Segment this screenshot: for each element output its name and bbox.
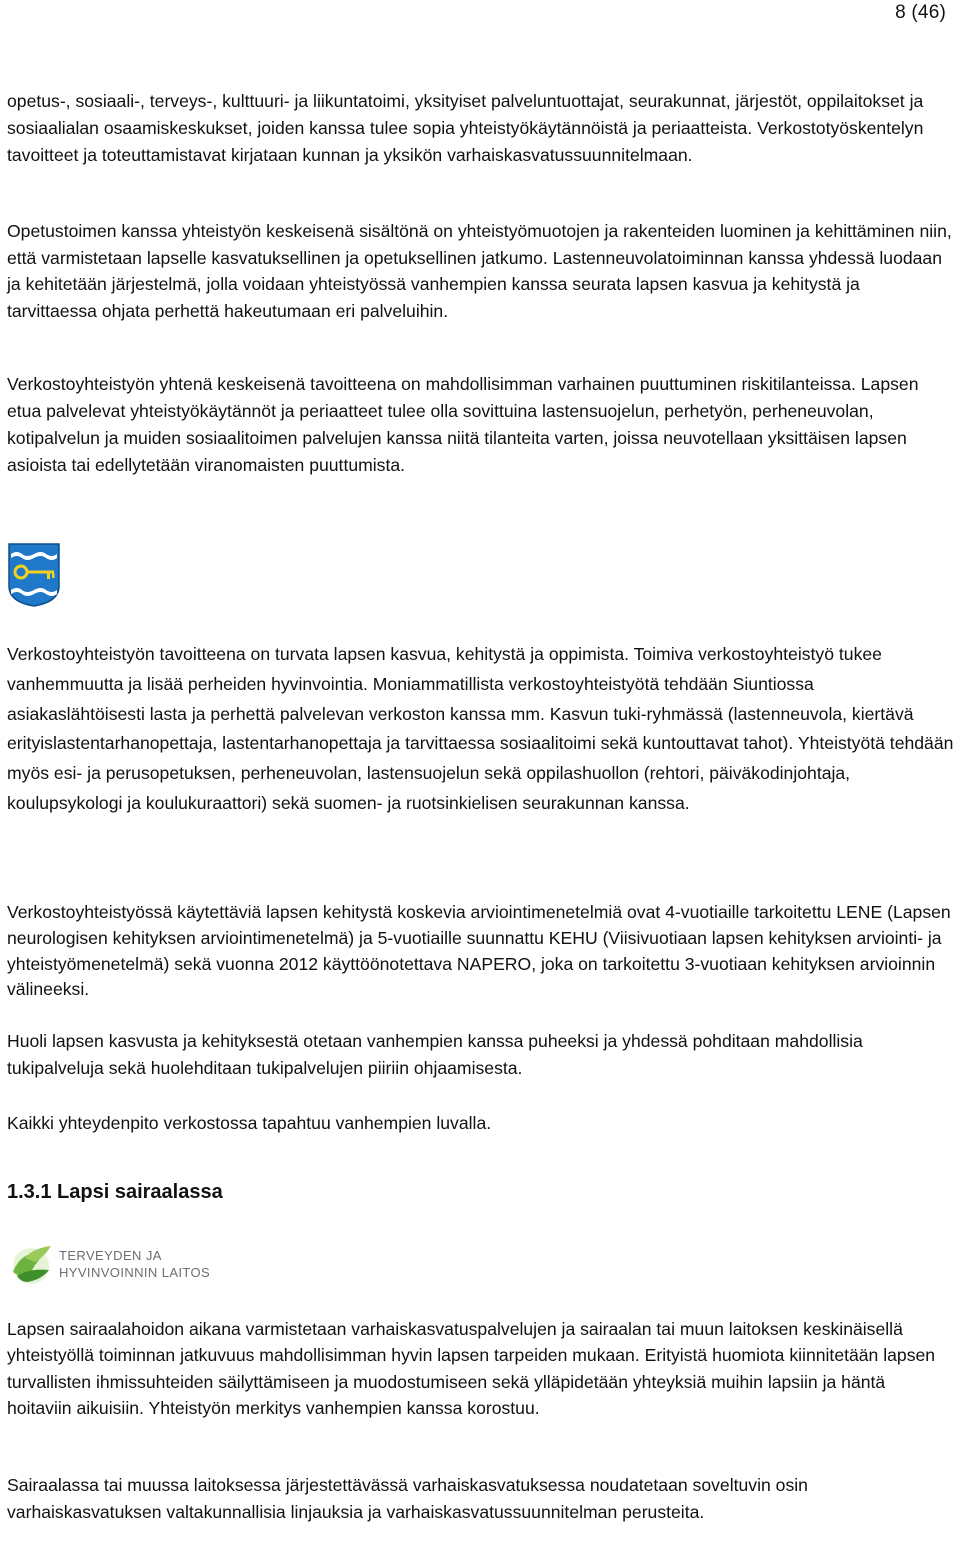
paragraph: Huoli lapsen kasvusta ja kehityksestä otetaan vanhempien kanssa puheeksi ja yhdessä pohditaan mahdollisia tukipalveluja sekä huolehditaan tukipalvelujen piiriin ohjaamisesta. <box>7 1031 863 1078</box>
paragraph: Opetustoimen kanssa yhteistyön keskeisenä sisältönä on yhteistyömuotojen ja rakenteiden luominen ja kehittäminen niin, että varmistetaan lapselle kasvatuksellinen ja opetuksellinen jatkumo. Lastenneuvolatoiminnan kanssa yhdessä luodaan ja kehitetään järjestelmä, jolla voidaan yhteistyössä vanhempien kanssa seurata lapsen kasvua ja kehitystä ja tarvittaessa ohjata perhettä hakeutumaan eri palveluihin. <box>7 221 952 321</box>
paragraph: opetus-, sosiaali-, terveys-, kulttuuri- ja liikuntatoimi, yksityiset palveluntuottajat, seurakunnat, järjestöt, oppilaitokset ja sosiaalialan osaamiskeskukset, joiden kanssa tulee sopia yhteistyökäytännöistä ja periaatteista. Verkostotyöskentelyn tavoitteet ja toteuttamistavat kirjataan kunnan ja yksikön varhaiskasvatussuunnitelmaan. <box>7 91 924 166</box>
municipal-coat-of-arms-icon <box>7 542 61 608</box>
logo-line-1: TERVEYDEN JA <box>59 1248 162 1263</box>
paragraph: Kaikki yhteydenpito verkostossa tapahtuu vanhempien luvalla. <box>7 1113 492 1133</box>
paragraph: Verkostoyhteistyön yhtenä keskeisenä tavoitteena on mahdollisimman varhainen puuttuminen riskitilanteissa. Lapsen etua palvelevat yhteistyökäytännöt ja periaatteet tulee olla sovittuina lastensuojelun, perhetyön, perheneuvolan, kotipalvelun ja muiden sosiaalitoimen palvelujen kanssa niitä tilanteita varten, joissa neuvotellaan yksittäisen lapsen asioista tai edellytetään viranomaisten puuttumista. <box>7 374 919 475</box>
paragraph: Sairaalassa tai muussa laitoksessa järjestettävässä varhaiskasvatuksessa noudatetaan soveltuvin osin varhaiskasvatuksen valtakunnallisia linjauksia ja varhaiskasvatussuunnitelman perusteita. <box>7 1475 808 1522</box>
section-heading: 1.3.1 Lapsi sairaalassa <box>7 1181 223 1203</box>
thl-leaf-logo-icon <box>13 1246 51 1284</box>
paragraph: Lapsen sairaalahoidon aikana varmistetaan varhaiskasvatuspalvelujen ja sairaalan tai muun laitoksen keskinäisellä yhteistyöllä toiminnan jatkuvuus mahdollisimman hyvin lapsen tarpeiden mukaan. Erityistä huomiota kiinnitetään lapsen turvallisten ihmissuhteiden säilyttämiseen ja muodostumiseen sekä ylläpidetään yhteyksiä muihin lapsiin ja häntä hoitaviin aikuisiin. Yhteistyön merkitys vanhempien kanssa korostuu. <box>7 1319 936 1418</box>
logo-line-2: HYVINVOINNIN LAITOS <box>59 1265 211 1280</box>
paragraph: Verkostoyhteistyössä käytettäviä lapsen kehitystä koskevia arviointimenetelmiä ovat 4-vuotiaille tarkoitettu LENE (Lapsen neurologisen kehityksen arviointimenetelmä) ja 5-vuotiaille suunnattu KEHU (Viisivuotiaan lapsen kehityksen arviointi- ja yhteistyömenetelmä) sekä vuonna 2012 käyttöönotettava NAPERO, joka on tarkoitettu 3-vuotiaan kehityksen arvioinnin välineeksi. <box>7 902 951 1000</box>
page-number: 8 (46) <box>895 2 946 23</box>
paragraph: Verkostoyhteistyön tavoitteena on turvata lapsen kasvua, kehitystä ja oppimista. Toimiva verkostoyhteistyö tukee vanhemmuutta ja lisää perheiden hyvinvointia. Moniammatillista verkostoyhteistyötä tehdään Siuntiossa asiakaslähtöisesti lasta ja perhettä palvelevan verkoston kanssa mm. Kasvun tuki-ryhmässä (lastenneuvola, kiertävä erityislastentarhanopettaja, lastentarhanopettaja ja tarvittaessa sosiaalitoimi sekä kuntouttavat tahot). Yhteistyötä tehdään myös esi- ja perusopetuksen, perheneuvolan, lastensuojelun sekä oppilashuollon (rehtori, päiväkodinjohtaja, koulupsykologi ja koulukuraattori) sekä suomen- ja ruotsinkielisen seurakunnan kanssa. <box>7 644 954 813</box>
thl-logo <box>7 1238 242 1288</box>
